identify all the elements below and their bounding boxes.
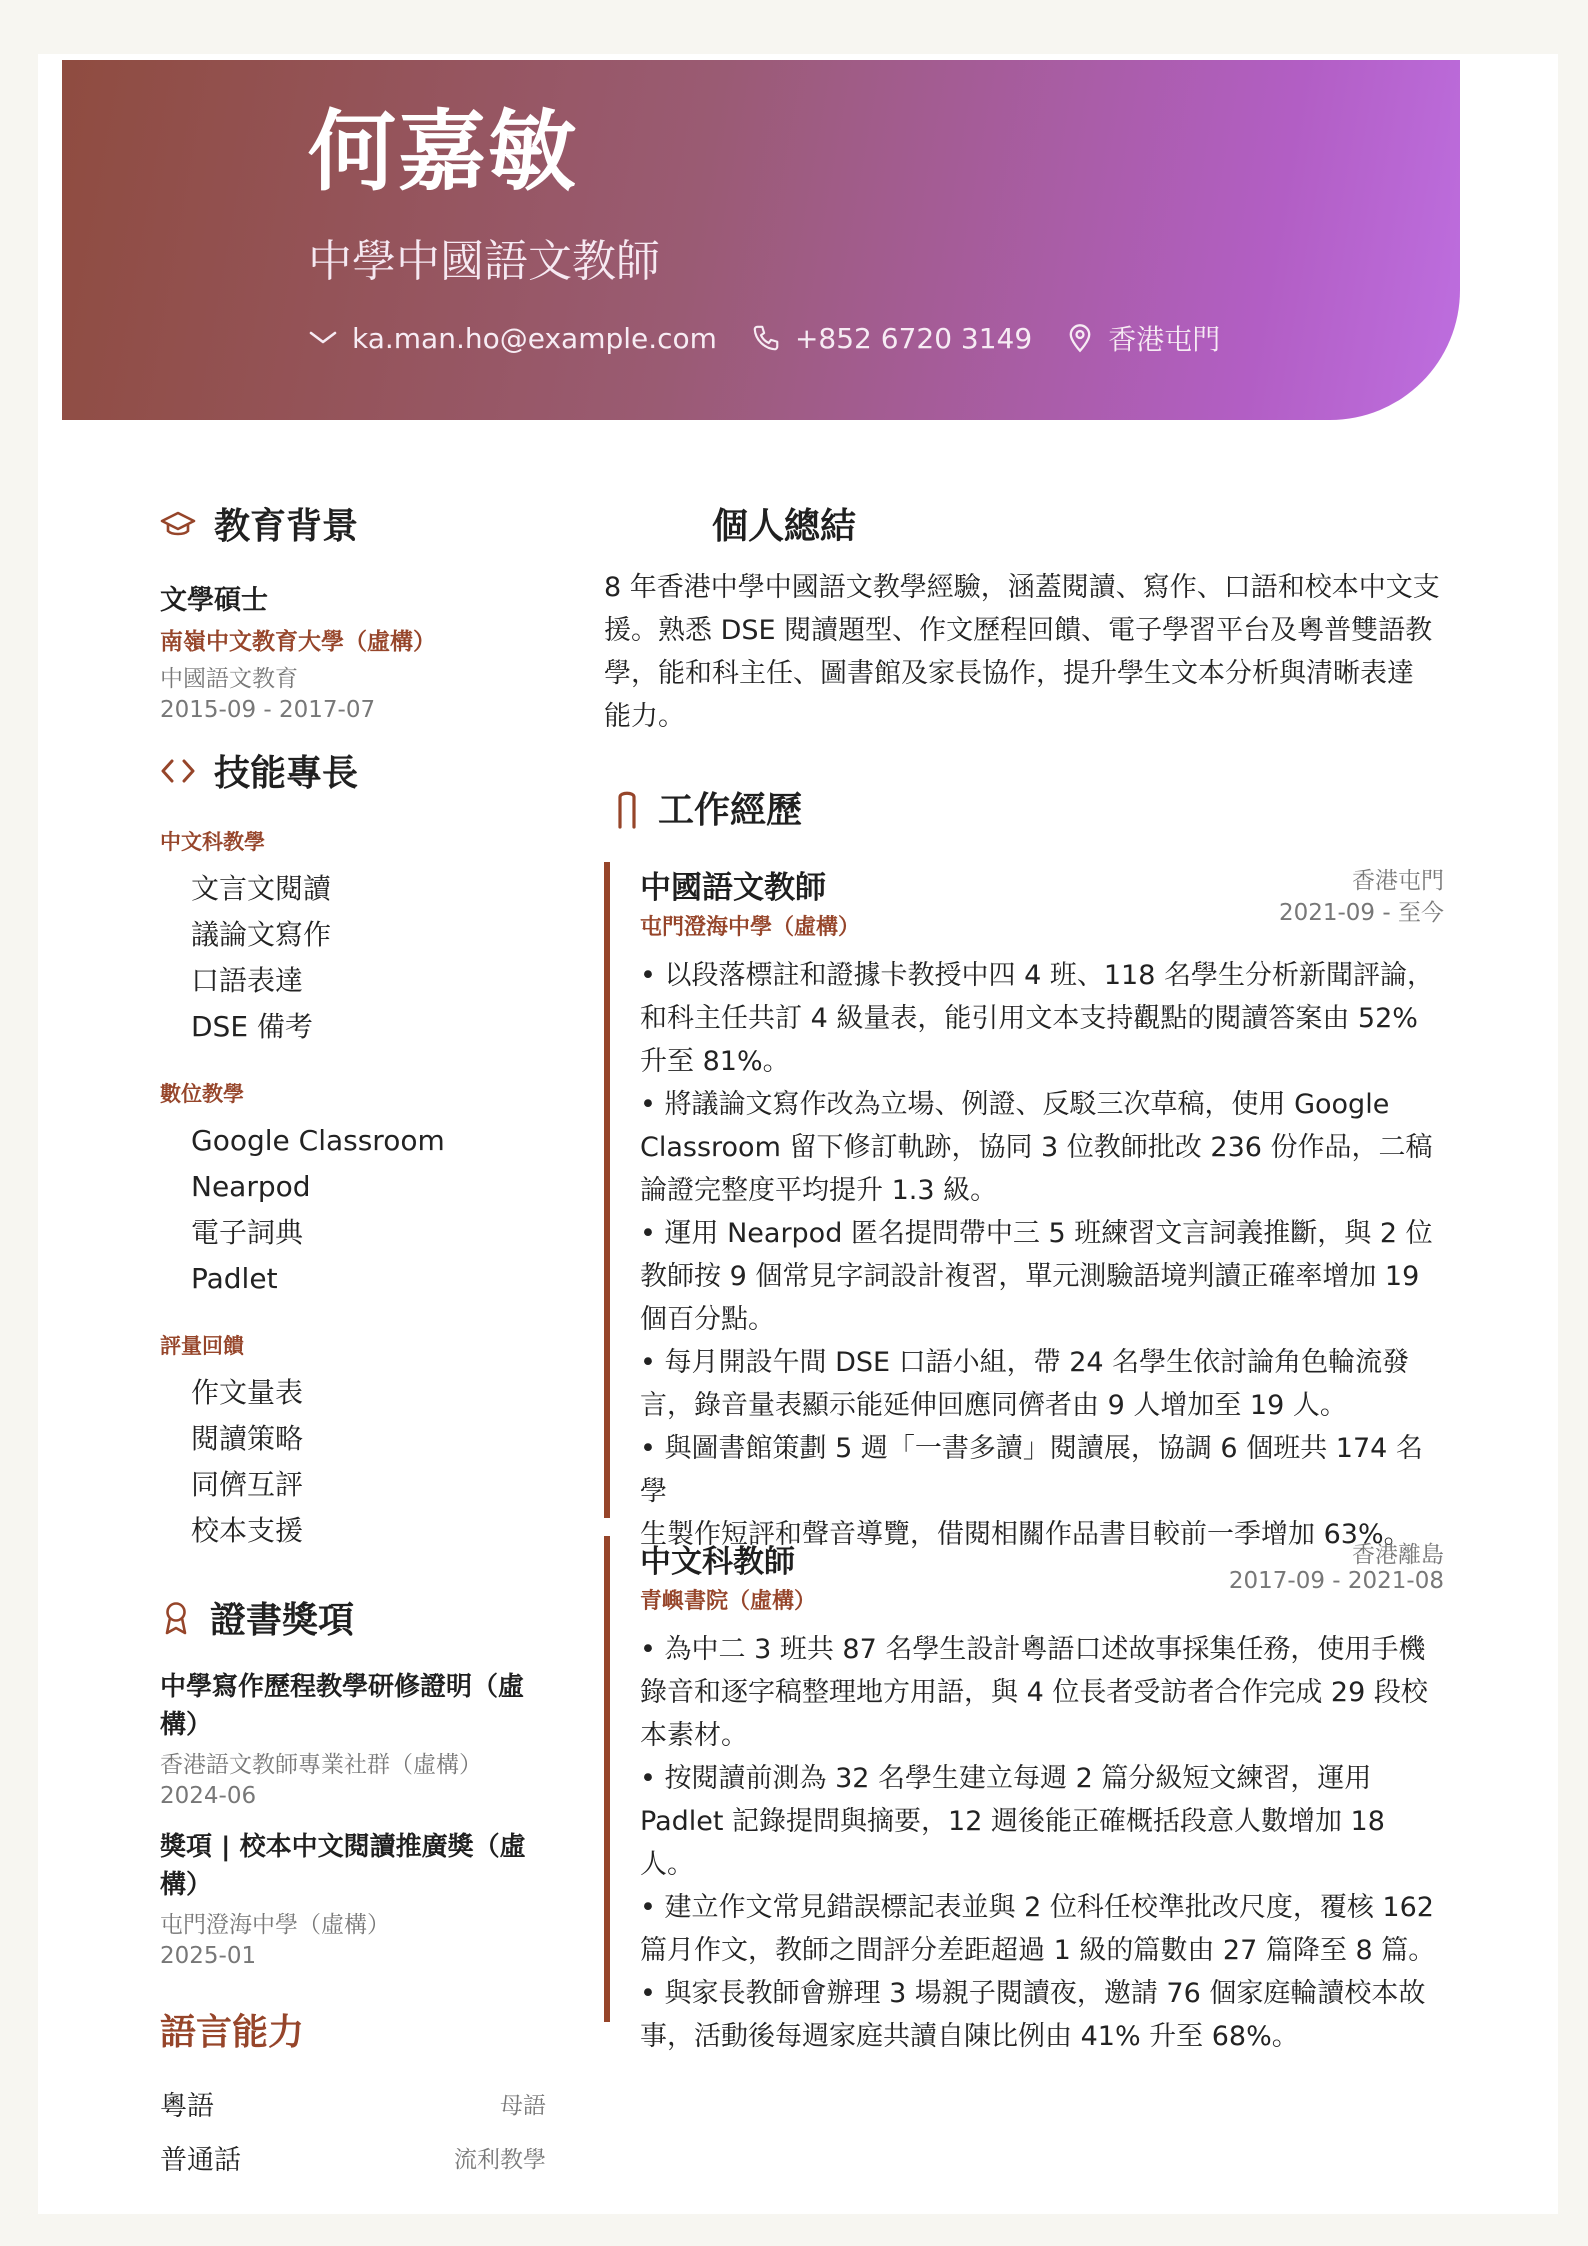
graduation-cap-icon xyxy=(160,509,196,539)
language-row xyxy=(160,2084,546,2123)
contact-phone-text: +852 6720 3149 xyxy=(794,321,1033,355)
certificate-title-line: 構） xyxy=(160,1870,213,1900)
skill-group xyxy=(160,826,560,1050)
language-row xyxy=(160,2138,546,2177)
candidate-title: 中學中國語文教師 xyxy=(308,236,660,287)
bullet-line: • 建立作文常見錯誤標記表並與 2 位科任校準批改尺度，覆核 162 xyxy=(640,1892,1434,1923)
skill-category: 中文科教學 xyxy=(160,830,265,854)
skill-item: 作文量表 xyxy=(191,1376,304,1409)
certificate-date: 2025-01 xyxy=(160,1943,257,1969)
major: 中國語文教育 xyxy=(160,666,298,692)
job-location: 香港屯門 xyxy=(1352,868,1444,894)
job-employer: 青嶼書院（虛構） xyxy=(640,1589,817,1614)
code-brackets-icon xyxy=(160,757,196,785)
summary-line: 援。熟悉 DSE 閱讀題型、作文歷程回饋、電子學習平台及粵普雙語教 xyxy=(604,615,1433,646)
bullet-line: • 將議論文寫作改為立場、例證、反駁三次草稿，使用 Google xyxy=(640,1089,1390,1120)
contact-location-text: 香港屯門 xyxy=(1108,323,1221,356)
certificate-issuer: 屯門澄海中學（虛構） xyxy=(160,1912,390,1938)
job-entry xyxy=(604,862,1444,1550)
language-level: 母語 xyxy=(500,2093,546,2119)
summary-line: 8 年香港中學中國語文教學經驗，涵蓋閱讀、寫作、口語和校本中文支 xyxy=(604,572,1440,603)
education-heading-text: 教育背景 xyxy=(214,506,359,547)
skill-item: 校本支援 xyxy=(191,1514,304,1547)
skill-item: Google Classroom xyxy=(191,1124,445,1157)
skill-item: 口語表達 xyxy=(191,964,304,997)
bullet-line: • 每月開設午間 DSE 口語小組，帶 24 名學生依討論角色輪流發 xyxy=(640,1347,1410,1378)
contact-email[interactable] xyxy=(308,322,717,355)
certificates-heading-text: 證書獎項 xyxy=(210,1600,355,1641)
contact-phone[interactable] xyxy=(751,322,1032,355)
certificate-issuer: 香港語文教師專業社群（虛構） xyxy=(160,1752,482,1778)
bullet-line: 錄音和逐字稿整理地方用語，與 4 位長者受訪者合作完成 29 段校 xyxy=(640,1677,1428,1708)
bullet-line: • 運用 Nearpod 匿名提問帶中三 5 班練習文言詞義推斷，與 2 位 xyxy=(640,1218,1433,1249)
bullet-line: 本素材。 xyxy=(640,1720,748,1751)
skill-item: 議論文寫作 xyxy=(191,918,332,951)
bullet-line: 論證完整度平均提升 1.3 級。 xyxy=(640,1175,998,1206)
job-employer: 屯門澄海中學（虛構） xyxy=(640,915,861,940)
job-location: 香港離島 xyxy=(1352,1542,1444,1568)
skill-item: 電子詞典 xyxy=(191,1216,304,1249)
bullet-line: 篇月作文，教師之間評分差距超過 1 級的篇數由 27 篇降至 8 篇。 xyxy=(640,1935,1436,1966)
certificate-title-line: 獎項 | 校本中文閱讀推廣獎（虛 xyxy=(160,1832,526,1862)
certificate-title-line: 中學寫作歷程教學研修證明（虛 xyxy=(160,1672,525,1702)
award-ribbon-icon xyxy=(160,1600,192,1636)
phone-icon xyxy=(751,323,781,353)
certificate-title xyxy=(160,1828,560,1904)
bullet-line: 和科主任共訂 4 級量表，能引用文本支持觀點的閱讀答案由 52% xyxy=(640,1003,1418,1034)
experience-heading xyxy=(614,782,802,833)
job-title: 中國語文教師 xyxy=(640,870,826,906)
bullet-line: • 以段落標註和證據卡教授中四 4 班、118 名學生分析新聞評論， xyxy=(640,960,1434,991)
briefcase-icon xyxy=(614,787,640,829)
header-banner xyxy=(62,60,1460,420)
bullet-line: Padlet 記錄提問與摘要，12 週後能正確概括段意人數增加 18 人。 xyxy=(640,1806,1385,1880)
languages-heading: 語言能力 xyxy=(160,2012,305,2053)
skill-category: 評量回饋 xyxy=(160,1334,244,1358)
skills-heading-text: 技能專長 xyxy=(214,753,359,794)
summary-line: 學，能和科主任、圖書館及家長協作，提升學生文本分析與清晰表達 xyxy=(604,658,1414,689)
certificate-entry xyxy=(160,1828,560,1969)
job-entry xyxy=(604,1536,1444,2052)
language-level: 流利教學 xyxy=(454,2147,546,2173)
bullet-line: • 為中二 3 班共 87 名學生設計粵語口述故事採集任務，使用手機 xyxy=(640,1634,1426,1665)
location-icon xyxy=(1066,323,1094,353)
summary-heading-text: 個人總結 xyxy=(712,506,857,547)
bullet-line: 升至 81%。 xyxy=(640,1046,790,1077)
skill-item: 文言文閱讀 xyxy=(191,872,332,905)
summary-line: 能力。 xyxy=(604,701,685,732)
school-name: 南嶺中文教育大學（虛構） xyxy=(160,629,436,655)
certificate-date: 2024-06 xyxy=(160,1783,257,1809)
job-title: 中文科教師 xyxy=(640,1544,795,1580)
skill-item: Padlet xyxy=(191,1262,278,1295)
job-bullets xyxy=(640,954,1444,1556)
certificates-heading xyxy=(160,1592,354,1643)
job-dates: 2021-09 - 至今 xyxy=(1278,900,1444,926)
education-entry xyxy=(160,578,560,723)
degree: 文學碩士 xyxy=(160,585,268,616)
bullet-line: Classroom 留下修訂軌跡，協同 3 位教師批改 236 份作品，二稿 xyxy=(640,1132,1433,1163)
skill-item: Nearpod xyxy=(191,1170,311,1203)
education-heading xyxy=(160,498,358,549)
bullet-line: 教師按 9 個常見字詞設計複習，單元測驗語境判讀正確率增加 19 xyxy=(640,1261,1420,1292)
education-dates: 2015-09 - 2017-07 xyxy=(160,697,376,723)
contact-email-text: ka.man.ho@example.com xyxy=(352,321,717,355)
skill-group xyxy=(160,1078,560,1302)
skills-heading xyxy=(160,745,358,796)
mail-icon xyxy=(308,328,338,348)
contact-row xyxy=(308,318,1254,358)
summary-text xyxy=(604,566,1446,738)
job-bullets xyxy=(640,1628,1444,2058)
bullet-line: • 與圖書館策劃 5 週「一書多讀」閱讀展，協調 6 個班共 174 名學 xyxy=(640,1433,1423,1507)
bullet-line: 事，活動後每週家庭共讀自陳比例由 41% 升至 68%。 xyxy=(640,2021,1299,2052)
bullet-line: 言，錄音量表顯示能延伸回應同儕者由 9 人增加至 19 人。 xyxy=(640,1390,1347,1421)
certificate-title xyxy=(160,1668,560,1744)
skill-category: 數位教學 xyxy=(160,1082,244,1106)
language-name: 粵語 xyxy=(160,2091,214,2122)
job-header xyxy=(640,862,1444,946)
bullet-line: 生製作短評和聲音導覽，借閱相關作品書目較前一季增加 63%。 xyxy=(640,1519,1411,1550)
bullet-line: 個百分點。 xyxy=(640,1304,775,1335)
contact-location xyxy=(1066,318,1220,358)
certificate-entry xyxy=(160,1668,560,1809)
experience-heading-text: 工作經歷 xyxy=(658,790,803,831)
job-header xyxy=(640,1536,1444,1620)
bullet-line: • 與家長教師會辦理 3 場親子閱讀夜，邀請 76 個家庭輪讀校本故 xyxy=(640,1978,1426,2009)
bullet-line: • 按閱讀前測為 32 名學生建立每週 2 篇分級短文練習，運用 xyxy=(640,1763,1372,1794)
language-name: 普通話 xyxy=(160,2145,241,2176)
candidate-name: 何嘉敏 xyxy=(308,100,579,203)
summary-heading xyxy=(712,498,856,549)
skill-group xyxy=(160,1330,560,1554)
skill-item: 閱讀策略 xyxy=(191,1422,304,1455)
certificate-title-line: 構） xyxy=(160,1710,213,1740)
skill-item: 同儕互評 xyxy=(191,1468,304,1501)
skill-item: DSE 備考 xyxy=(191,1010,313,1043)
job-dates: 2017-09 - 2021-08 xyxy=(1228,1568,1444,1594)
